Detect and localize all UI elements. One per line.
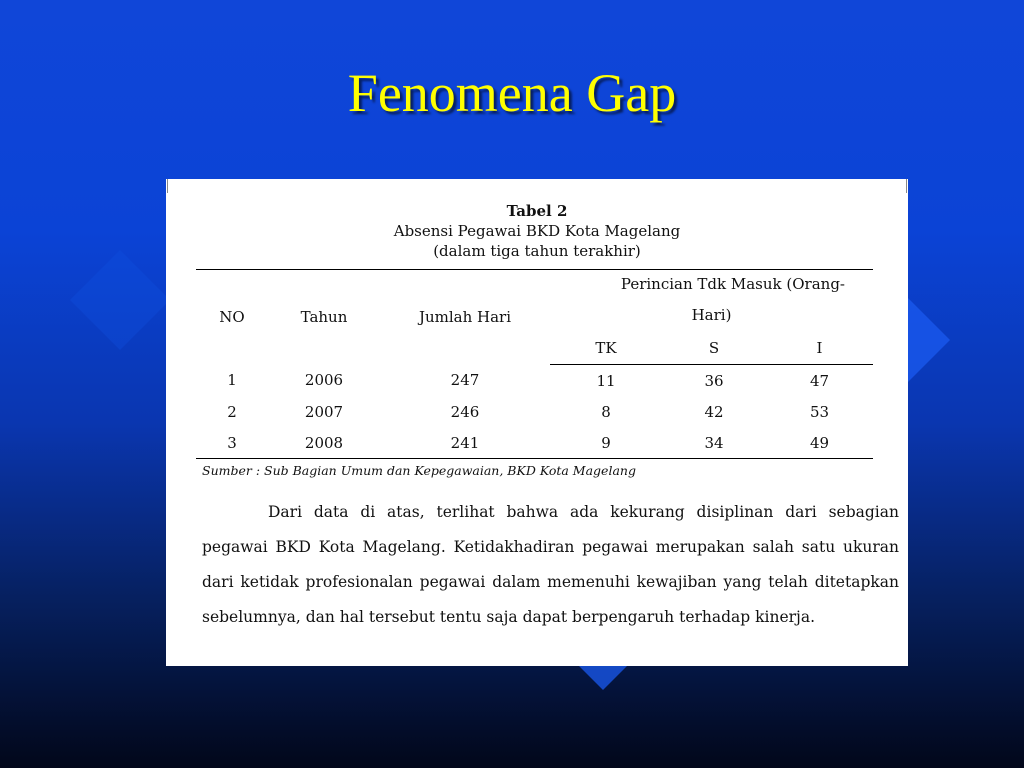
header-no: NO [196, 270, 268, 365]
crop-mark-right [900, 179, 907, 193]
header-jumlah-hari: Jumlah Hari [380, 270, 550, 365]
cell-jumlah-hari: 247 [450, 371, 480, 390]
cell-i: 53 [809, 402, 830, 421]
table-caption [166, 201, 908, 261]
cell-tk: 9 [550, 427, 662, 459]
table-row [196, 365, 873, 397]
cell-tahun: 2007 [304, 402, 344, 421]
table-row [196, 427, 873, 459]
cell-tahun: 2008 [268, 427, 380, 459]
header-perincian-cont: Hari) [691, 306, 732, 324]
cell-tahun: 2006 [304, 371, 344, 390]
cell-s: 42 [704, 402, 724, 421]
document-image [166, 179, 908, 666]
table-source-note: Sumber : Sub Bagian Umum dan Kepegawaian, BKD Kota Magelang [202, 463, 636, 478]
cell-no: 1 [227, 371, 237, 390]
body-paragraph: Dari data di atas, terlihat bahwa ada kekurang disiplinan dari sebagian pegawai BKD Kota Magelang. Ketidakhadiran pegawai merupakan salah satu ukuran dari ketidak profesionalan pegawai dalam memenuhi kewajiban yang telah ditetapkan sebelumnya, dan hal tersebut tentu saja dapat berpengaruh terhadap kinerja. [202, 503, 899, 626]
table-row [196, 396, 873, 427]
cell-i: 49 [766, 427, 873, 459]
crop-mark-left [167, 179, 174, 193]
cell-tk: 11 [596, 371, 616, 390]
cell-tk: 8 [601, 402, 611, 421]
slide-title: Fenomena Gap [347, 63, 677, 123]
cell-jumlah-hari: 241 [380, 427, 550, 459]
header-perincian: Perincian Tdk Masuk (Orang- [550, 270, 873, 299]
header-i: I [766, 332, 873, 365]
cell-s: 34 [662, 427, 766, 459]
header-tk: TK [550, 332, 662, 365]
caption-table-title: Absensi Pegawai BKD Kota Magelang [393, 222, 681, 240]
header-tahun: Tahun [268, 270, 380, 365]
caption-table-period: (dalam tiga tahun terakhir) [433, 242, 641, 260]
cell-no: 3 [196, 427, 268, 459]
cell-no: 2 [227, 402, 237, 421]
cell-s: 36 [704, 371, 724, 390]
header-s: S [662, 332, 766, 365]
attendance-table [196, 269, 873, 459]
cell-i: 47 [809, 371, 830, 390]
cell-jumlah-hari: 246 [450, 402, 480, 421]
caption-table-number: Tabel 2 [506, 202, 568, 220]
